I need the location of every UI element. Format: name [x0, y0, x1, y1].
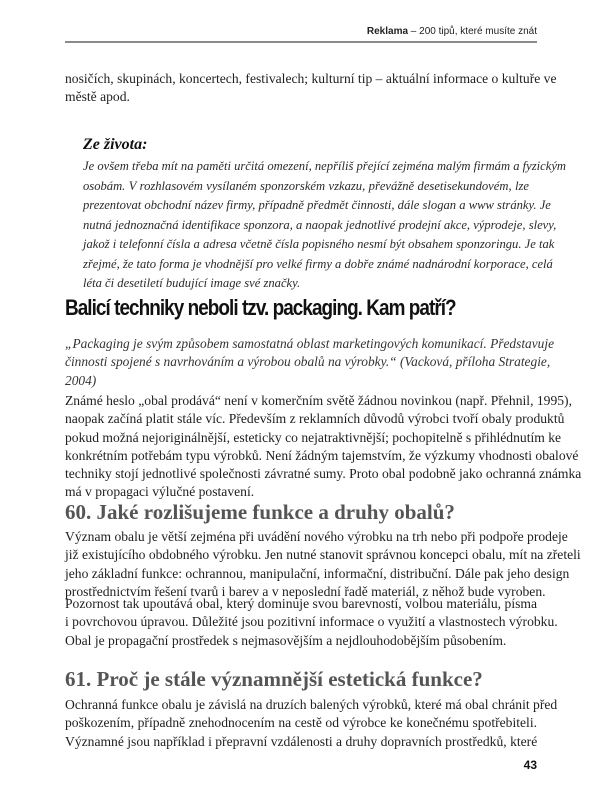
box-text — [83, 157, 567, 294]
text-line: prostřednictvím řešení tvarů i barev a v neposlední řadě materiál, z něhož bude vyroben. — [65, 583, 546, 599]
section-paragraph — [65, 392, 582, 502]
section-heading: Balicí techniky neboli tzv. packaging. Kam patří? — [65, 295, 456, 320]
text-line: i povrchovou úpravou. Důležité jsou pozitivní informace o využití a vlastnostech výrobku. — [65, 614, 558, 630]
question-60-heading: 60. Jaké rozlišujeme funkce a druhy obalů? — [65, 500, 455, 524]
header-rule — [65, 41, 537, 43]
text-line: léta či desetiletí budující image své značky. — [83, 276, 301, 290]
text-line: činnosti spojené s navrhováním a výrobou obalů na výrobky.“ (Vacková, příloha Strategie, — [65, 354, 551, 370]
text-line: prezentovat obchodní název firmy, případně předmět činnosti, dále slogan a www stránky. Je — [83, 198, 551, 212]
text-line: Pozornost tak upoutává obal, který dominuje svou barevností, volbou materiálu, písma — [65, 596, 537, 611]
text-line: nosičích, skupinách, koncertech, festivalech; kulturní tip – aktuální informace o kultuře ve — [65, 71, 557, 86]
text-line: jakož i telefonní čísla a adresa včetně čísla popisného nesmí být obsahem sponzoringu. Je tak — [83, 237, 555, 251]
text-line: zřejmé, že tato forma je vhodnější pro velké firmy a dobře známé nadnárodní korporace, celá — [83, 256, 553, 271]
book-subtitle: – 200 tipů, které musíte znát — [408, 26, 537, 37]
text-line: konkrétním potřebám typu výrobků. Není žádným tajemstvím, že výzkumy vhodnosti obalové — [65, 447, 579, 463]
running-header — [65, 26, 537, 37]
intro-paragraph — [65, 70, 557, 107]
text-line: městě apod. — [65, 89, 130, 105]
text-line: 2004) — [65, 372, 97, 388]
text-line: pokud možná nejoriginálnější, esteticky co nejatraktivnější; pochopitelně s přihlédnutím ke — [65, 429, 562, 445]
book-title: Reklama — [366, 26, 409, 37]
text-line: jeho základní funkce: ochrannou, manipulační, informační, distribuční. Dále pak jeho design — [65, 565, 570, 581]
text-line: má v propagaci výlučné postavení. — [65, 484, 255, 500]
section-quote — [65, 335, 555, 390]
question-61-heading: 61. Proč je stále významnější estetická funkce? — [65, 667, 483, 691]
text-line: poškozením, případně znehodnocením na cestě od výrobce ke konečnému spotřebiteli. — [65, 715, 537, 731]
text-line: Je ovšem třeba mít na paměti určitá omezení, nepříliš přející zejména malým firmám a fyzickým — [83, 159, 567, 173]
text-line: Obal je propagační prostředek s nejmasovějším a nejdlouhodobějším působením. — [65, 632, 507, 648]
question-60-paragraph-1 — [65, 528, 581, 601]
text-line: Ochranná funkce obalu je závislá na druzích balených výrobků, které má obal chránit před — [65, 697, 558, 712]
text-line: Významné jsou například i přepravní vzdálenosti a druhy dopravních prostředků, které — [65, 733, 538, 749]
text-line: „Packaging je svým způsobem samostatná oblast marketingových komunikací. Představuje — [65, 336, 555, 351]
question-61-paragraph — [65, 696, 558, 751]
question-60-paragraph-2 — [65, 595, 558, 650]
text-line: Známé heslo „obal prodává“ není v komerčním světě žádnou novinkou (např. Přehnil, 1995), — [65, 393, 572, 408]
text-line: naopak začíná platit stále víc. Především z reklamních důvodů výrobci tvoří obaly produktů — [65, 411, 565, 427]
page-number: 43 — [523, 758, 537, 772]
text-line: Význam obalu je větší zejména při uvádění nového výrobku na trh nebo při podpoře prodeje — [65, 529, 568, 544]
text-line: již existujícího obdobného výrobku. Jen nutné stanovit správnou koncepci obalu, mít na zřeteli — [65, 547, 581, 563]
text-line: techniky stojí jednotlivé společnosti závratné sumy. Proto obal podobně jako ochranná známka — [65, 466, 582, 482]
box-title: Ze života: — [83, 136, 148, 153]
text-line: nutná jednoznačná identifikace sponzora, a naopak jednotlivé prodejní akce, výprodeje, slevy, — [83, 217, 557, 232]
text-line: osobám. V rozhlasovém vysílaném sponzorském vzkazu, převážně desetisekundovém, lze — [83, 178, 529, 193]
